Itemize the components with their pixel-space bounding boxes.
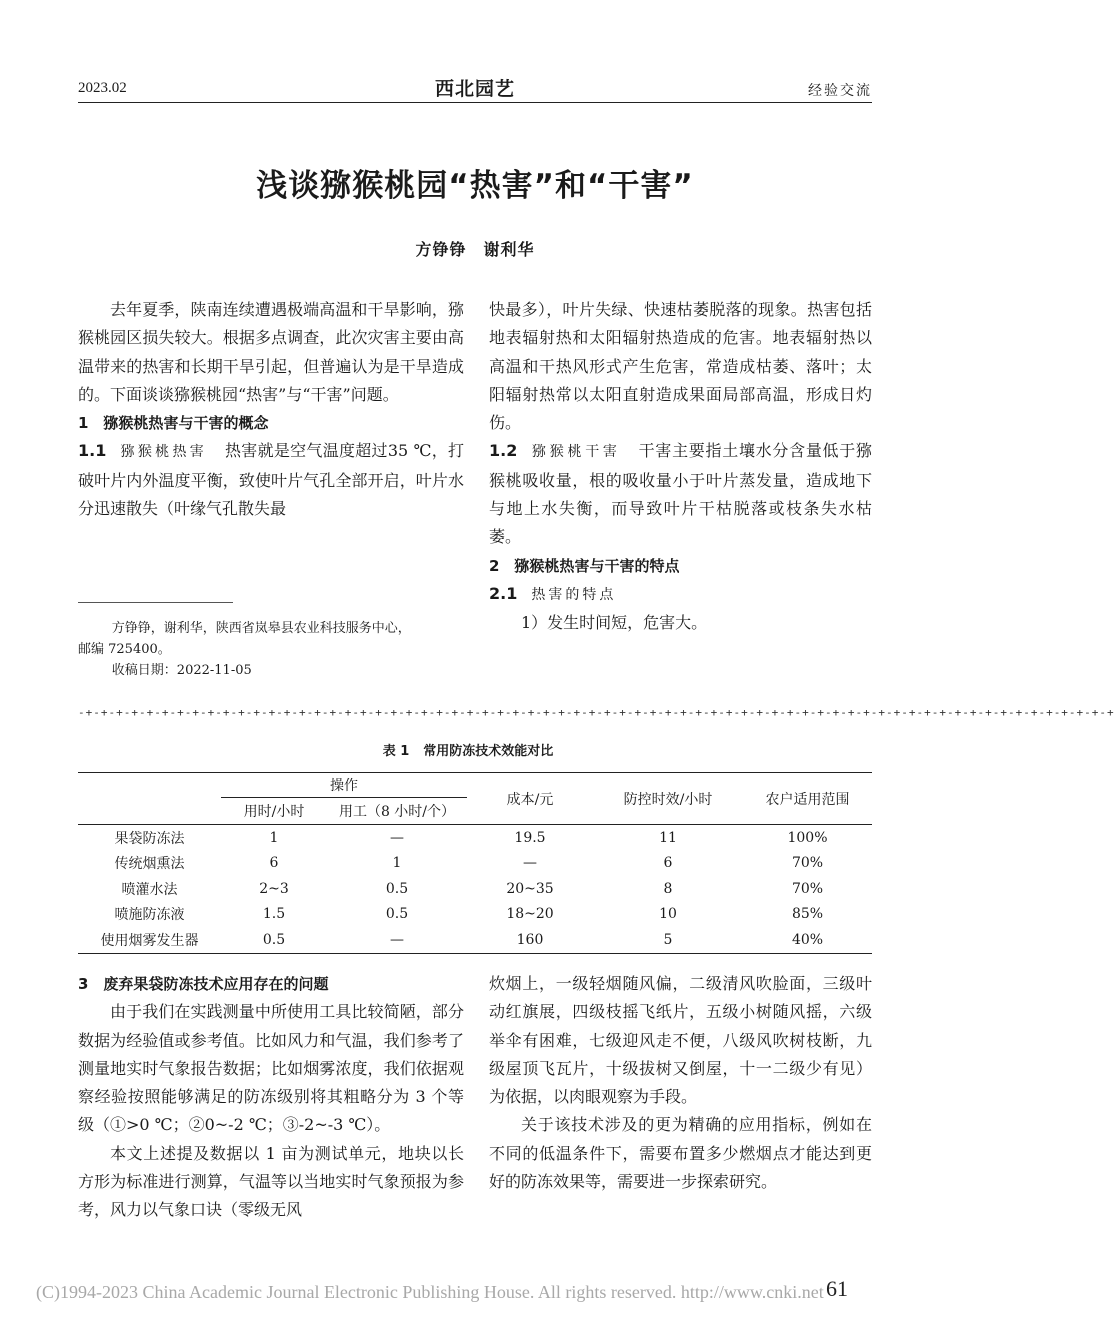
table-cell: 2~3 [259, 880, 289, 897]
left-column [78, 296, 464, 523]
table-row [78, 851, 872, 877]
table-cell: 1 [392, 855, 402, 872]
section-1-1 [78, 437, 464, 523]
table-header-cost: 成本/元 [467, 773, 593, 825]
table-cell: 使用烟雾发生器 [78, 927, 221, 953]
table-header-blank [78, 773, 221, 825]
table-cell: 果袋防冻法 [114, 830, 185, 847]
table-cell: — [390, 829, 404, 846]
page-number: 61 [826, 1276, 848, 1301]
footnote [78, 618, 468, 681]
table-subheader-time: 用时/小时 [221, 798, 327, 825]
table-header-operation: 操作 [221, 773, 467, 798]
section-label: 经验交流 [808, 83, 872, 99]
footnote-rule [78, 602, 233, 603]
section-2-1-number: 2.1 [489, 583, 518, 603]
table-caption-title: 常用防冻技术效能对比 [423, 744, 554, 759]
section-1-heading: 1 猕猴桃热害与干害的概念 [78, 414, 269, 433]
table-row [78, 825, 872, 851]
section-1-2-name: 猕猴桃干害 [531, 444, 621, 461]
table-cell: 0.5 [221, 927, 327, 953]
table-cell: 11 [659, 829, 677, 846]
article-title: 浅谈猕猴桃园“热害”和“干害” [256, 168, 694, 204]
table-cell: 6 [269, 855, 279, 872]
section-1-2-text: 干害主要指土壤水分含量低于猕猴桃吸收量，根的吸收量小于叶片蒸发量，造成地下与地上水失衡，而导致叶片干枯脱落或枝条失水枯萎。 [489, 441, 872, 547]
intro-paragraph: 去年夏季，陕南连续遭遇极端高温和干旱影响，猕猴桃园区损失较大。根据多点调查，此次灾害主要由高温带来的热害和长期干旱引起，但普遍认为是干旱造成的。下面谈谈猕猴桃园“热害”与“干害”问题。 [78, 300, 464, 404]
table-caption [0, 740, 950, 759]
section-1-2 [489, 437, 872, 551]
table-cell: 20~35 [506, 880, 554, 897]
section-3-paragraph-2: 本文上述提及数据以 1 亩为测试单元，地块以长方形为标准进行测算，气温等以当地实时气象预报为参考，风力以气象口诀（零级无风 [78, 1143, 464, 1220]
section-3-heading: 3 废弃果袋防冻技术应用存在的问题 [78, 975, 329, 993]
section-3-paragraph-3: 关于该技术涉及的更为精确的应用指标，例如在不同的低温条件下，需要布置多少燃烟点才能达到更好的防冻效果等，需要进一步探索研究。 [489, 1115, 872, 1192]
table-cell: 喷施防冻液 [114, 907, 185, 924]
table-cell: 10 [659, 906, 677, 923]
table-caption-label: 表 1 [382, 744, 410, 759]
section-2-1-item-1: 1）发生时间短，危害大。 [521, 613, 708, 633]
table-cell: 160 [467, 927, 593, 953]
table-header-duration: 防控时效/小时 [593, 773, 743, 825]
table-cell: 0.5 [385, 906, 409, 923]
table-cell: 8 [663, 880, 673, 897]
table-cell: 6 [663, 855, 673, 872]
table-cell: — [327, 927, 467, 953]
table-cell: 传统烟熏法 [114, 856, 185, 873]
right-continuation: 快最多），叶片失绿、快速枯萎脱落的现象。热害包括地表辐射热和太阳辐射热造成的危害。地表辐射热以高温和干热风形式产生危害，常造成枯萎、落叶；太阳辐射热常以太阳直射造成果面局部高温，形成日灼伤。 [489, 300, 872, 433]
section-2-1-name: 热害的特点 [531, 586, 617, 603]
table-cell: 100% [787, 829, 828, 846]
table-header-scope: 农户适用范围 [743, 773, 872, 825]
footnote-authors: 方铮铮，谢利华，陕西省岚皋县农业科技服务中心， [111, 621, 411, 636]
table-cell: — [523, 855, 537, 872]
section-2-heading: 2 猕猴桃热害与干害的特点 [489, 556, 680, 575]
table-cell: 5 [593, 927, 743, 953]
lower-right-column [489, 970, 872, 1196]
section-1-2-number: 1.2 [489, 441, 518, 461]
data-table [78, 772, 872, 954]
copyright-watermark: (C)1994-2023 China Academic Journal Electronic Publishing House. All rights reserved. http://www.cnki.net [36, 1282, 824, 1302]
table-cell: 喷灌水法 [121, 881, 178, 898]
table-cell: 1 [269, 829, 279, 846]
right-column [489, 296, 872, 638]
table-cell: 40% [743, 927, 872, 953]
table-cell: 18~20 [506, 906, 554, 923]
header-rule [78, 102, 872, 103]
table-cell: 0.5 [385, 880, 409, 897]
table-row [78, 876, 872, 902]
article-authors: 方铮铮 谢利华 [415, 240, 535, 259]
section-3-continuation: 炊烟上，一级轻烟随风偏，二级清风吹脸面，三级叶动红旗展，四级枝摇飞纸片，五级小树随风摇，六级举伞有困难，七级迎风走不便，八级风吹树枝断，九级屋顶飞瓦片，十级拔树又倒屋，十一二级少有见）为依据，以肉眼观察为手段。 [489, 974, 872, 1107]
table-cell: 70% [791, 880, 824, 897]
table-row [78, 927, 872, 953]
journal-logo: 西北园艺 [434, 78, 515, 100]
footnote-postcode: 邮编 725400。 [78, 642, 171, 657]
section-2-1 [489, 580, 872, 609]
lower-left-column [78, 970, 464, 1225]
table-cell: 70% [791, 855, 824, 872]
section-1-1-name: 猕猴桃热害 [120, 444, 208, 461]
section-1-1-number: 1.1 [78, 441, 107, 461]
section-1-1-text: 热害就是空气温度超过35 ℃，打破叶片内外温度平衡，致使叶片气孔全部开启，叶片水分迅速散失（叶缘气孔散失最 [78, 441, 464, 519]
issue-date: 2023.02 [78, 80, 127, 96]
footnote-received: 收稿日期：2022-11-05 [111, 663, 252, 678]
section-3-paragraph-1: 由于我们在实践测量中所使用工具比较简陋，部分数据为经验值或参考值。比如风力和气温，我们参考了测量地实时气象报告数据；比如烟雾浓度，我们依据观察经验按照能够满足的防冻级别将其粗略分为 3 个等级（①>0 ℃；②0~-2 ℃；③-2~-3 ℃）。 [78, 1002, 464, 1135]
dotted-separator: -+-+-+-+-+-+-+-+-+-+-+-+-+-+-+-+-+-+-+-+-+-+-+-+-+-+-+-+-+-+-+-+-+-+-+-+-+-+-+-+-+-+-+-+-+-+-+-+-+-+-+-+-+-+-+-+-+-+-+-+-+-+-+-+-+-+-+-+ [78, 706, 1115, 719]
table-row [78, 902, 872, 928]
table-cell: 1.5 [262, 906, 286, 923]
table-cell: 19.5 [514, 829, 546, 846]
table-cell: 85% [791, 906, 824, 923]
table-subheader-labor: 用工（8 小时/个） [327, 798, 467, 825]
